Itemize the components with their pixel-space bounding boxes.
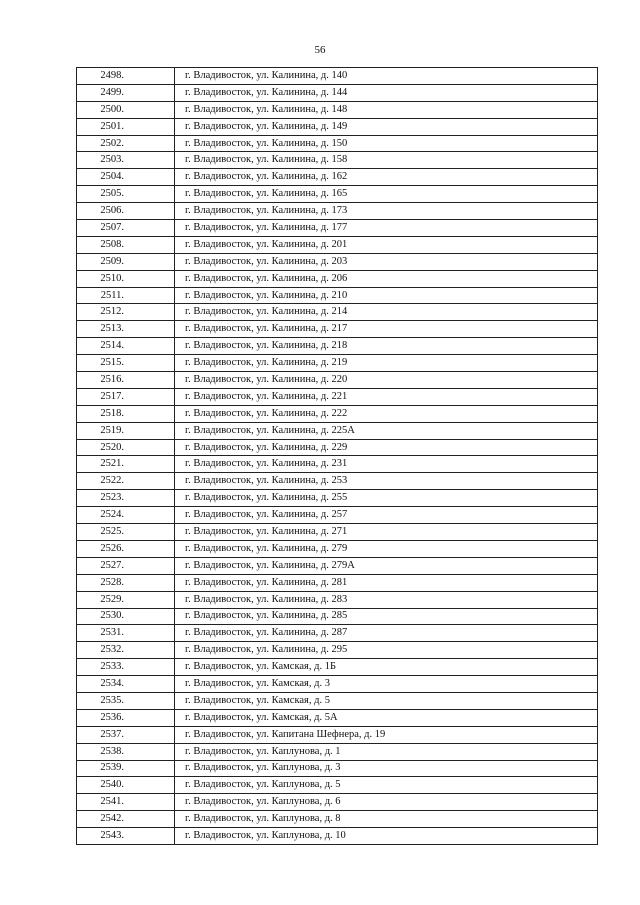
table-row (77, 220, 598, 237)
table-row (77, 372, 598, 389)
row-number: 2535. (77, 692, 175, 709)
row-number: 2517. (77, 388, 175, 405)
table-row (77, 709, 598, 726)
row-address: г. Владивосток, ул. Камская, д. 5А (175, 709, 598, 726)
row-address: г. Владивосток, ул. Калинина, д. 219 (175, 355, 598, 372)
table-row (77, 152, 598, 169)
table-row (77, 304, 598, 321)
row-number: 2537. (77, 726, 175, 743)
page-number: 56 (314, 44, 326, 56)
row-number: 2542. (77, 811, 175, 828)
row-number: 2505. (77, 186, 175, 203)
row-number: 2528. (77, 574, 175, 591)
table-row (77, 726, 598, 743)
row-address: г. Владивосток, ул. Калинина, д. 140 (175, 68, 598, 85)
row-address: г. Владивосток, ул. Каплунова, д. 10 (175, 828, 598, 845)
row-address: г. Владивосток, ул. Каплунова, д. 3 (175, 760, 598, 777)
row-address: г. Владивосток, ул. Калинина, д. 218 (175, 338, 598, 355)
row-address: г. Владивосток, ул. Калинина, д. 173 (175, 203, 598, 220)
row-address: г. Владивосток, ул. Калинина, д. 220 (175, 372, 598, 389)
table-row (77, 321, 598, 338)
row-number: 2499. (77, 84, 175, 101)
table-row (77, 642, 598, 659)
table-row (77, 828, 598, 845)
table-row (77, 692, 598, 709)
row-address: г. Владивосток, ул. Калинина, д. 149 (175, 118, 598, 135)
row-address: г. Владивосток, ул. Калинина, д. 271 (175, 524, 598, 541)
row-address: г. Владивосток, ул. Каплунова, д. 5 (175, 777, 598, 794)
row-address: г. Владивосток, ул. Каплунова, д. 6 (175, 794, 598, 811)
row-number: 2526. (77, 540, 175, 557)
row-address: г. Владивосток, ул. Калинина, д. 285 (175, 608, 598, 625)
table-row (77, 507, 598, 524)
table-row (77, 270, 598, 287)
row-address: г. Владивосток, ул. Калинина, д. 206 (175, 270, 598, 287)
row-address: г. Владивосток, ул. Калинина, д. 225А (175, 422, 598, 439)
row-address: г. Владивосток, ул. Калинина, д. 162 (175, 169, 598, 186)
table-row (77, 524, 598, 541)
row-number: 2506. (77, 203, 175, 220)
row-number: 2501. (77, 118, 175, 135)
row-address: г. Владивосток, ул. Калинина, д. 214 (175, 304, 598, 321)
row-address: г. Владивосток, ул. Калинина, д. 221 (175, 388, 598, 405)
row-number: 2521. (77, 456, 175, 473)
row-number: 2520. (77, 439, 175, 456)
row-address: г. Владивосток, ул. Калинина, д. 283 (175, 591, 598, 608)
row-number: 2514. (77, 338, 175, 355)
row-address: г. Владивосток, ул. Калинина, д. 222 (175, 405, 598, 422)
row-number: 2510. (77, 270, 175, 287)
row-number: 2509. (77, 253, 175, 270)
row-address: г. Владивосток, ул. Камская, д. 1Б (175, 659, 598, 676)
table-row (77, 388, 598, 405)
row-number: 2524. (77, 507, 175, 524)
row-address: г. Владивосток, ул. Калинина, д. 287 (175, 625, 598, 642)
row-address: г. Владивосток, ул. Калинина, д. 144 (175, 84, 598, 101)
row-number: 2507. (77, 220, 175, 237)
address-table-body (77, 68, 598, 845)
row-number: 2500. (77, 101, 175, 118)
row-number: 2523. (77, 490, 175, 507)
table-row (77, 236, 598, 253)
row-number: 2503. (77, 152, 175, 169)
table-row (77, 186, 598, 203)
table-row (77, 473, 598, 490)
row-address: г. Владивосток, ул. Калинина, д. 279 (175, 540, 598, 557)
row-number: 2530. (77, 608, 175, 625)
row-address: г. Владивосток, ул. Камская, д. 3 (175, 676, 598, 693)
table-row (77, 794, 598, 811)
table-row (77, 676, 598, 693)
row-number: 2513. (77, 321, 175, 338)
row-number: 2519. (77, 422, 175, 439)
row-number: 2502. (77, 135, 175, 152)
table-row (77, 253, 598, 270)
table-row (77, 811, 598, 828)
table-row (77, 777, 598, 794)
row-address: г. Владивосток, ул. Калинина, д. 201 (175, 236, 598, 253)
table-row (77, 490, 598, 507)
row-address: г. Владивосток, ул. Калинина, д. 158 (175, 152, 598, 169)
table-row (77, 456, 598, 473)
table-row (77, 338, 598, 355)
row-number: 2525. (77, 524, 175, 541)
row-address: г. Владивосток, ул. Калинина, д. 279А (175, 557, 598, 574)
table-row (77, 135, 598, 152)
table-row (77, 118, 598, 135)
table-row (77, 760, 598, 777)
table-row (77, 574, 598, 591)
row-number: 2543. (77, 828, 175, 845)
row-number: 2538. (77, 743, 175, 760)
table-row (77, 422, 598, 439)
row-address: г. Владивосток, ул. Калинина, д. 210 (175, 287, 598, 304)
row-address: г. Владивосток, ул. Калинина, д. 229 (175, 439, 598, 456)
row-number: 2539. (77, 760, 175, 777)
table-row (77, 287, 598, 304)
row-address: г. Владивосток, ул. Калинина, д. 231 (175, 456, 598, 473)
row-number: 2540. (77, 777, 175, 794)
row-number: 2533. (77, 659, 175, 676)
row-address: г. Владивосток, ул. Калинина, д. 295 (175, 642, 598, 659)
row-address: г. Владивосток, ул. Калинина, д. 150 (175, 135, 598, 152)
table-row (77, 743, 598, 760)
row-address: г. Владивосток, ул. Камская, д. 5 (175, 692, 598, 709)
table-row (77, 84, 598, 101)
row-number: 2534. (77, 676, 175, 693)
table-row (77, 203, 598, 220)
row-number: 2498. (77, 68, 175, 85)
row-number: 2541. (77, 794, 175, 811)
table-row (77, 540, 598, 557)
row-number: 2508. (77, 236, 175, 253)
table-row (77, 405, 598, 422)
row-number: 2512. (77, 304, 175, 321)
row-number: 2515. (77, 355, 175, 372)
row-address: г. Владивосток, ул. Каплунова, д. 1 (175, 743, 598, 760)
row-number: 2527. (77, 557, 175, 574)
table-row (77, 169, 598, 186)
row-address: г. Владивосток, ул. Калинина, д. 203 (175, 253, 598, 270)
table-row (77, 608, 598, 625)
table-row (77, 439, 598, 456)
row-address: г. Владивосток, ул. Капитана Шефнера, д. 19 (175, 726, 598, 743)
row-number: 2516. (77, 372, 175, 389)
row-address: г. Владивосток, ул. Калинина, д. 281 (175, 574, 598, 591)
table-row (77, 68, 598, 85)
table-row (77, 557, 598, 574)
row-number: 2531. (77, 625, 175, 642)
table-row (77, 625, 598, 642)
row-address: г. Владивосток, ул. Калинина, д. 177 (175, 220, 598, 237)
row-address: г. Владивосток, ул. Калинина, д. 253 (175, 473, 598, 490)
row-number: 2511. (77, 287, 175, 304)
row-number: 2504. (77, 169, 175, 186)
table-row (77, 355, 598, 372)
table-row (77, 101, 598, 118)
row-address: г. Владивосток, ул. Калинина, д. 257 (175, 507, 598, 524)
address-table (76, 67, 598, 845)
row-address: г. Владивосток, ул. Калинина, д. 255 (175, 490, 598, 507)
row-number: 2536. (77, 709, 175, 726)
row-address: г. Владивосток, ул. Каплунова, д. 8 (175, 811, 598, 828)
row-number: 2522. (77, 473, 175, 490)
row-address: г. Владивосток, ул. Калинина, д. 165 (175, 186, 598, 203)
row-number: 2518. (77, 405, 175, 422)
table-row (77, 659, 598, 676)
row-address: г. Владивосток, ул. Калинина, д. 148 (175, 101, 598, 118)
row-number: 2532. (77, 642, 175, 659)
table-row (77, 591, 598, 608)
row-number: 2529. (77, 591, 175, 608)
row-address: г. Владивосток, ул. Калинина, д. 217 (175, 321, 598, 338)
